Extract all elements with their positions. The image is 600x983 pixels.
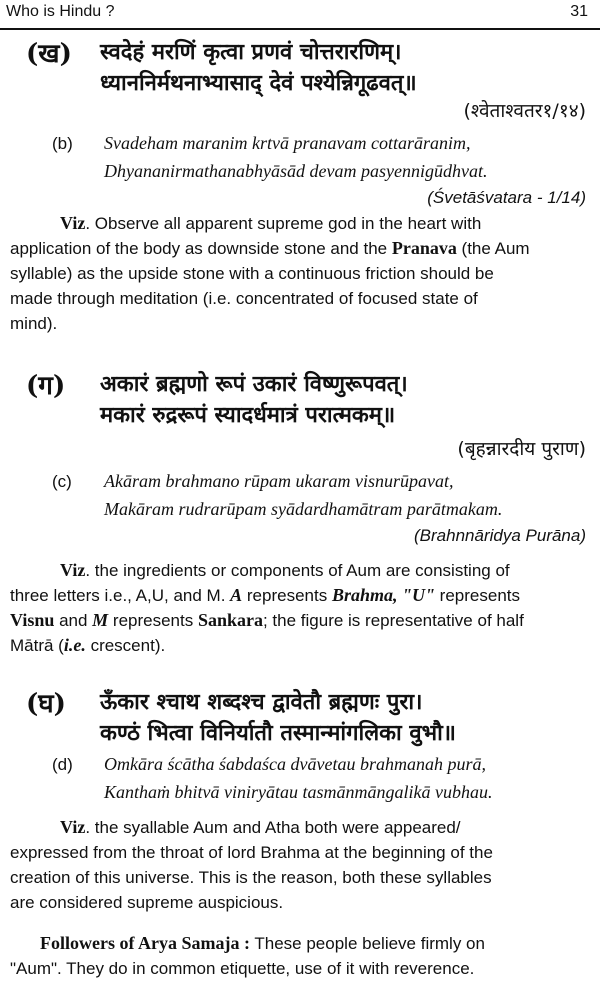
transliteration-source: (Śvetāśvatara - 1/14) xyxy=(427,188,586,207)
text: Mātrā ( xyxy=(10,636,64,655)
transliteration-line: Kanthaṁ bhitvā viniryātau tasmānmāngalikā vubhau. xyxy=(104,782,493,802)
verse-gha xyxy=(0,680,600,820)
text: (the Aum xyxy=(456,239,530,258)
viz-label: Viz xyxy=(60,560,86,580)
verse-source: (श्वेताश्वतर१/१४) xyxy=(463,100,586,122)
sanskrit-line: ऊँकार श्चाथ शब्दश्च द्वावेतौ ब्रह्मणः पुरा। xyxy=(100,690,423,715)
term-pranava: Pranava xyxy=(391,238,457,258)
running-title: Who is Hindu ? xyxy=(6,3,115,20)
term-brahma: Brahma, "U" xyxy=(331,585,435,605)
text: ; the figure is representative of half xyxy=(262,611,524,630)
term-ie: i.e. xyxy=(63,635,86,655)
text: crescent). xyxy=(85,636,166,655)
paragraph-arya-samaja xyxy=(10,931,590,981)
verse-kha xyxy=(0,30,600,230)
transliteration-line: Omkāra ścātha śabdaśca dvāvetau brahmanah purā, xyxy=(104,754,486,774)
sanskrit-line: मकारं रुद्ररूपं स्यादर्धमात्रं परात्मकम्॥ xyxy=(100,403,396,428)
transliteration-label: (b) xyxy=(52,134,73,153)
text: "Aum". They do in common etiquette, use of it with reverence. xyxy=(10,959,475,978)
paragraph-explanation-c xyxy=(10,558,590,658)
text: are considered supreme auspicious. xyxy=(10,893,284,912)
text: three letters i.e., A,U, and M. xyxy=(10,586,231,605)
page-header xyxy=(0,0,600,30)
transliteration-line: Dhyananirmathanabhyāsād devam pasyennigūdhvat. xyxy=(104,161,488,181)
transliteration-line: Makāram rudrarūpam syādardhamātram parātmakam. xyxy=(104,499,503,519)
sanskrit-line: स्वदेहं मरणिं कृत्वा प्रणवं चोत्तरारणिम्। xyxy=(100,40,402,65)
term-a: A xyxy=(230,585,243,605)
text: mind). xyxy=(10,314,58,333)
text: syllable) as the upside stone with a continuous friction should be xyxy=(10,264,494,283)
viz-label: Viz xyxy=(60,817,86,837)
text: represents xyxy=(434,586,520,605)
paragraph-explanation-b xyxy=(10,211,590,336)
paragraph-explanation-d xyxy=(10,815,590,915)
verse-source: (बृहन्नारदीय पुराण) xyxy=(457,438,586,460)
verse-label: (ग) xyxy=(26,371,66,401)
text: represents xyxy=(108,611,198,630)
section-heading: Followers of Arya Samaja : xyxy=(40,933,250,953)
text: . the syallable Aum and Atha both were appeared/ xyxy=(85,818,461,837)
text: expressed from the throat of lord Brahma at the beginning of the xyxy=(10,843,493,862)
verse-label: (ख) xyxy=(26,39,72,69)
sanskrit-line: अकारं ब्रह्मणो रूपं उकारं विष्णुरूपवत्। xyxy=(100,372,408,397)
text: and xyxy=(54,611,93,630)
viz-label: Viz xyxy=(60,213,86,233)
text: made through meditation (i.e. concentrated of focused state of xyxy=(10,289,478,308)
text: application of the body as downside stone and the xyxy=(10,239,392,258)
transliteration-label: (d) xyxy=(52,755,73,774)
term-m: M xyxy=(92,610,109,630)
text: represents xyxy=(242,586,332,605)
verse-label: (घ) xyxy=(26,689,66,719)
text: . the ingredients or components of Aum are consisting of xyxy=(85,561,510,580)
sanskrit-line: ध्याननिर्मथनाभ्यासाद् देवं पश्येन्निगूढवत्॥ xyxy=(100,71,417,96)
term-visnu: Visnu xyxy=(10,610,55,630)
transliteration-line: Svadeham maranim krtvā pranavam cottarāranim, xyxy=(104,133,471,153)
term-sankara: Sankara xyxy=(197,610,263,630)
sanskrit-line: कण्ठं भित्वा विनिर्यातौ तस्मान्मांगलिका वुभौ॥ xyxy=(100,721,456,746)
transliteration-source: (Brahnnāridya Purāna) xyxy=(414,526,586,545)
transliteration-line: Akāram brahmano rūpam ukaram visnurūpavat, xyxy=(104,471,454,491)
text: These people believe firmly on xyxy=(249,934,485,953)
page-number: 31 xyxy=(570,3,588,20)
text: . Observe all apparent supreme god in the heart with xyxy=(85,214,482,233)
transliteration-label: (c) xyxy=(52,472,72,491)
verse-ga xyxy=(0,362,600,562)
text: creation of this universe. This is the reason, both these syllables xyxy=(10,868,492,887)
